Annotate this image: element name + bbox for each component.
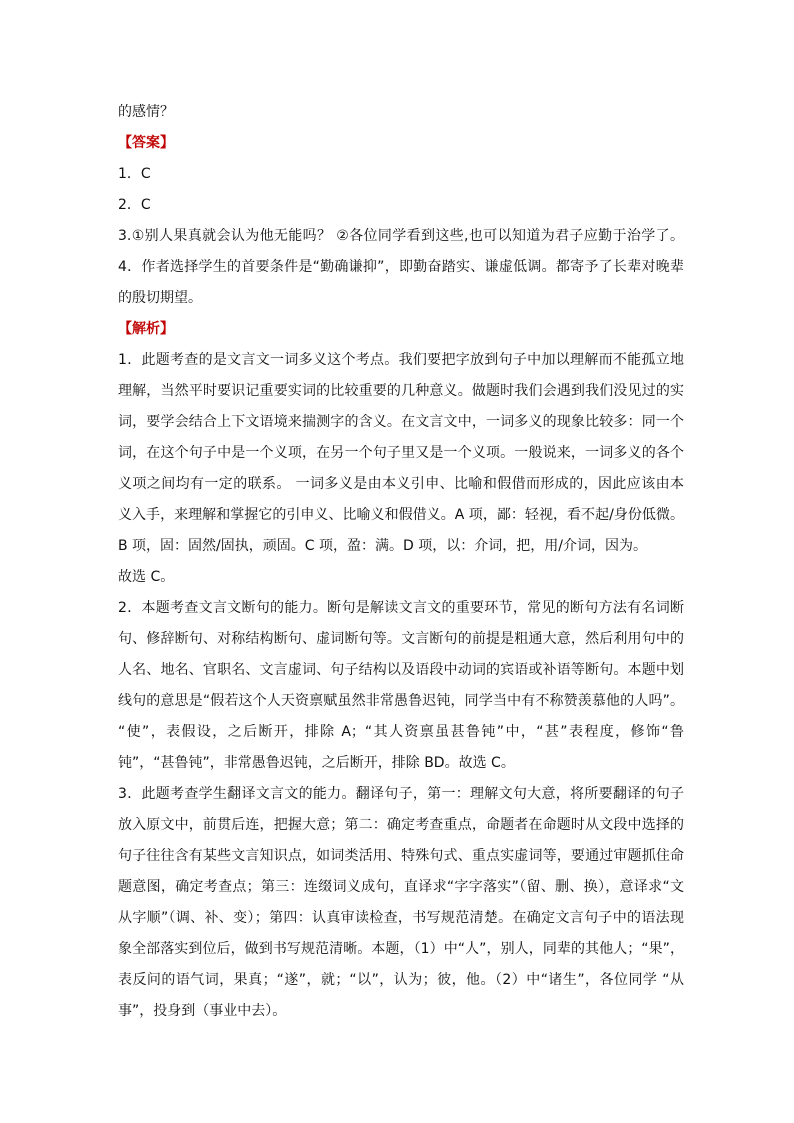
analysis-line: 故选 C。 [118,569,175,585]
analysis-line: 钝”，“甚鲁钝”，非常愚鲁迟钝，之后断开，排除 BD。故选 C。 [118,755,515,771]
analysis-line: 人名、地名、官职名、文言虚词、句子结构以及语段中动词的宾语或补语等断句。本题中划 [118,662,684,678]
answer-item: 2．C [118,197,151,213]
analysis-line: 线句的意思是“假若这个人天资禀赋虽然非常愚鲁迟钝，同学当中有不称赞羡慕他的人吗”。 [118,693,684,709]
analysis-line: 题意图，确定考查点；第三：连缀词义成句，直译求“字字落实”（留、删、换），意译求“文 [118,879,684,895]
intro-line: 的感情？ [118,104,174,120]
analysis-line: 义入手，来理解和掌握它的引申义、比喻义和假借义。A 项，鄙：轻视，看不起/身份低微。 [118,507,684,523]
analysis-line: 放入原文中，前贯后连，把握大意；第二：确定考查重点，命题者在命题时从文段中选择的 [118,817,684,833]
analysis-line: 事”，投身到（事业中去）。 [118,1003,287,1019]
analysis-line: 象全部落实到位后，做到书写规范清晰。本题，（1）中“人”，别人，同辈的其他人；“果”， [118,941,684,957]
analysis-line: 3．此题考查学生翻译文言文的能力。翻译句子，第一：理解文句大意，将所要翻译的句子 [118,786,684,802]
analysis-line: 词，在这个句子中是一个义项，在另一个句子里又是一个义项。一般说来，一词多义的各个 [118,445,684,461]
answer-heading: 【答案】 [118,135,174,151]
analysis-line: 理解，当然平时要识记重要实词的比较重要的几种意义。做题时我们会遇到我们没见过的实 [118,383,684,399]
analysis-line: 2．本题考查文言文断句的能力。断句是解读文言文的重要环节，常见的断句方法有名词断 [118,600,684,616]
analysis-line: 词，要学会结合上下文语境来揣测字的含义。在文言文中，一词多义的现象比较多：同一个 [118,414,684,430]
analysis-line: 从字顺”（调、补、变）；第四：认真审读检查，书写规范清楚。在确定文言句子中的语法现 [118,910,684,926]
answer-item: 1．C [118,166,151,182]
answer-item: 4．作者选择学生的首要条件是“勤确谦抑”，即勤奋踏实、谦虚低调。都寄予了长辈对晚辈 [118,259,684,275]
analysis-line: “使”，表假设，之后断开，排除 A；“其人资禀虽甚鲁钝”中，“甚”表程度，修饰“鲁 [118,724,684,740]
analysis-line: B 项，固：固然/固执，顽固。C 项，盈：满。D 项，以：介词，把，用/介词，因为。 [118,538,647,554]
analysis-heading: 【解析】 [118,321,174,337]
analysis-line: 句子往往含有某些文言知识点，如词类活用、特殊句式、重点实虚词等，要通过审题抓住命 [118,848,684,864]
analysis-line: 义项之间均有一定的联系。 一词多义是由本义引申、比喻和假借而形成的，因此应该由本 [118,476,684,492]
analysis-line: 表反问的语气词，果真；“遂”，就；“以”，认为；彼，他。（2）中“诸生”，各位同学 “从 [118,972,684,988]
analysis-line: 1．此题考查的是文言文一词多义这个考点。我们要把字放到句子中加以理解而不能孤立地 [118,352,684,368]
analysis-line: 句、修辞断句、对称结构断句、虚词断句等。文言断句的前提是粗通大意，然后利用句中的 [118,631,684,647]
answer-item-continued: 的殷切期望。 [118,290,202,306]
answer-item: 3.①别人果真就会认为他无能吗？ ②各位同学看到这些,也可以知道为君子应勤于治学了。 [118,228,684,244]
